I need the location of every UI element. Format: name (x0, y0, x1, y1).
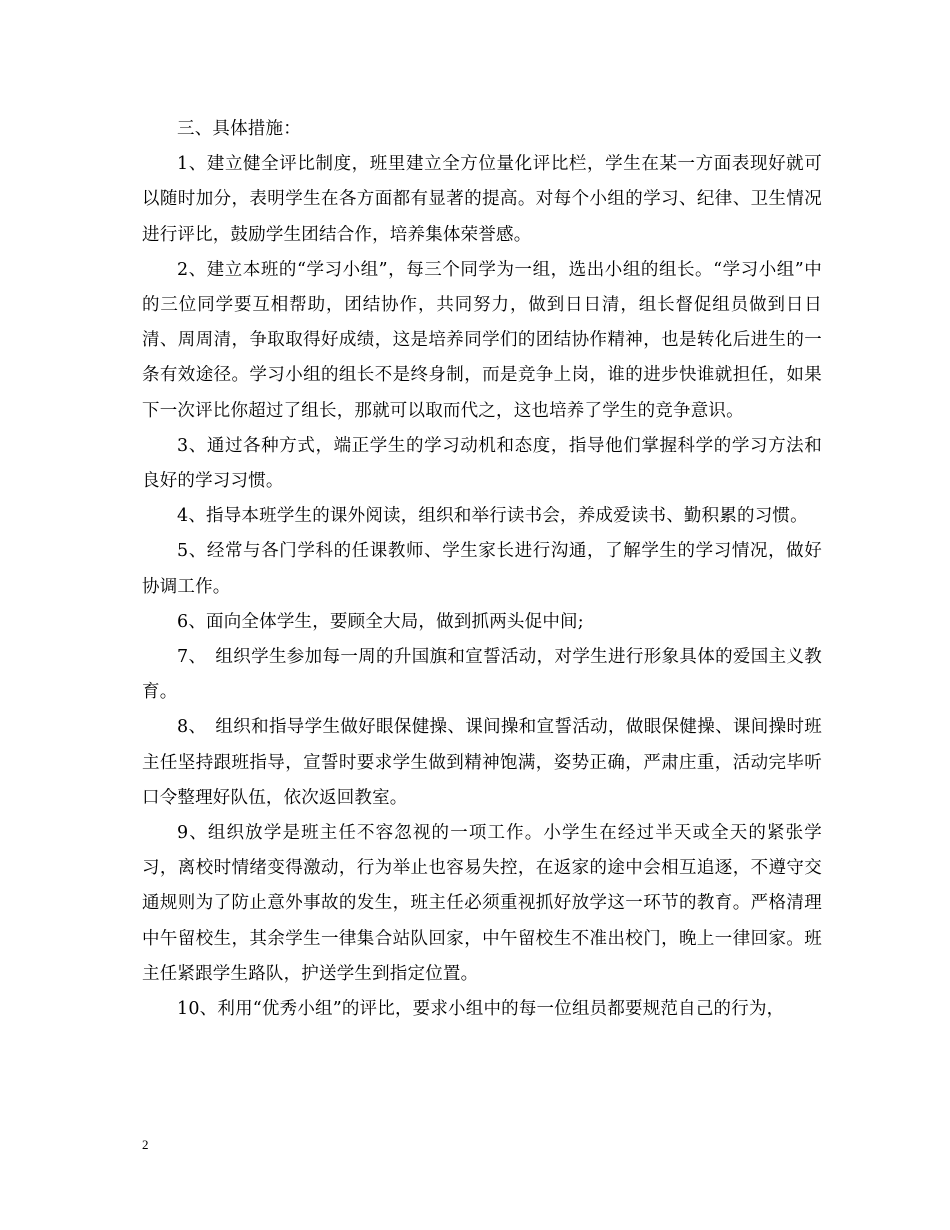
measure-item-6: 6、面向全体学生，要顾全大局，做到抓两头促中间; (177, 611, 584, 632)
measure-item-4: 4、指导本班学生的课外阅读，组织和举行读书会，养成爱读书、勤积累的习惯。 (177, 506, 808, 527)
measure-item-7: 7、 组织学生参加每一周的升国旗和宣誓活动，对学生进行形象具体的爱国主义教育。 (142, 647, 822, 703)
document-body (142, 112, 822, 1027)
measure-item-10: 10、利用“优秀小组”的评比，要求小组中的每一位组员都要规范自己的行为， (177, 999, 785, 1020)
measure-item-8: 8、 组织和指导学生做好眼保健操、课间操和宣誓活动，做眼保健操、课间操时班主任坚持跟班指导，宣誓时要求学生做到精神饱满，姿势正确，严肃庄重，活动完毕听口令整理好队伍，依次返回教室。 (142, 717, 822, 808)
measure-item-9: 9、组织放学是班主任不容忽视的一项工作。小学生在经过半天或全天的紧张学习，离校时情绪变得激动，行为举止也容易失控，在返家的途中会相互追逐，不遵守交通规则为了防止意外事故的发生，班主任必须重视抓好放学这一环节的教育。严格清理中午留校生，其余学生一律集合站队回家，中午留校生不准出校门，晚上一律回家。班主任紧跟学生路队，护送学生到指定位置。 (142, 823, 822, 984)
measure-item-2: 2、建立本班的“学习小组”，每三个同学为一组，选出小组的组长。“学习小组”中的三位同学要互相帮助，团结协作，共同努力，做到日日清，组长督促组员做到日日清、周周清，争取取得好成绩，这是培养同学们的团结协作精神，也是转化后进生的一条有效途径。学习小组的组长不是终身制，而是竞争上岗，谁的进步快谁就担任，如果下一次评比你超过了组长，那就可以取而代之，这也培养了学生的竞争意识。 (142, 259, 822, 421)
page-number: 2 (142, 1137, 149, 1152)
measure-item-5: 5、经常与各门学科的任课教师、学生家长进行沟通，了解学生的学习情况，做好协调工作。 (142, 541, 822, 597)
measure-item-1: 1、建立健全评比制度，班里建立全方位量化评比栏，学生在某一方面表现好就可以随时加分，表明学生在各方面都有显著的提高。对每个小组的学习、纪律、卫生情况进行评比，鼓励学生团结合作，培养集体荣誉感。 (142, 154, 822, 245)
section-heading: 三、具体措施： (177, 119, 301, 139)
measure-item-3: 3、通过各种方式，端正学生的学习动机和态度，指导他们掌握科学的学习方法和良好的学习习惯。 (142, 435, 822, 492)
